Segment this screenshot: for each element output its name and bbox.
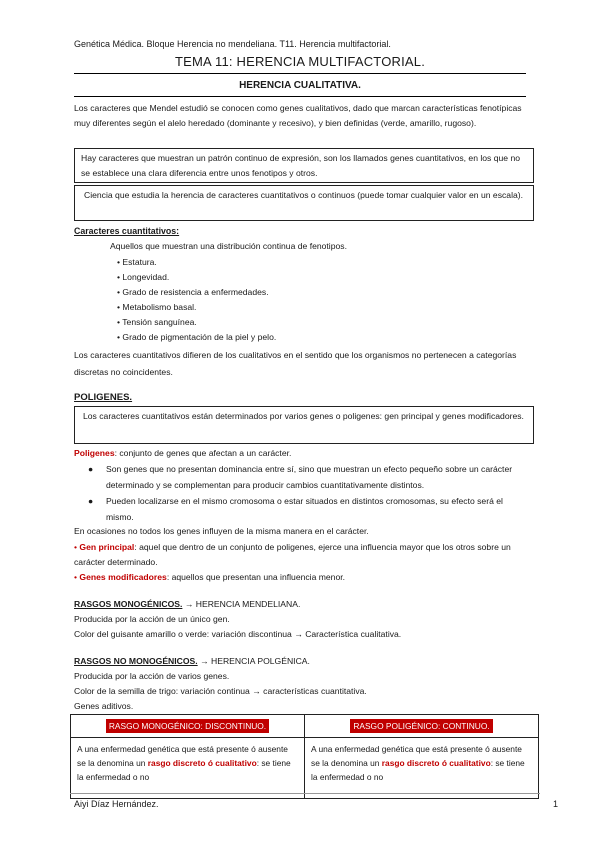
table-header-cell [71,715,305,738]
monogenic-header-tag: RASGO MONOGÉNICO: DISCONTINUO. [106,719,269,733]
bullet-dot-icon: • [74,572,80,582]
poligenes-term: Poligenes [74,448,115,458]
cell-text: A una enfermedad genética que está presente ó ausente se la denomina un [311,744,522,768]
genes-modificadores-definition [74,570,529,585]
poligenes-box: Los caracteres cuantitativos están determinados por varios genes o poligenes: gen principal y genes modificadores. [74,406,534,444]
list-item: • Grado de pigmentación de la piel y pelo. [117,330,276,345]
table-header-row [71,715,539,738]
monogenic-heading-line [74,597,529,612]
page-number: 1 [553,799,559,809]
monogenic-line-2: Color del guisante amarillo o verde: variación discontinua → Característica cualitativa. [74,629,402,639]
cell-text: A una enfermedad genética que está presente ó ausente se la denomina un [77,744,288,768]
quant-difference-paragraph: Los caracteres cuantitativos difieren de los cualitativos en el sentido que los organismos no pertenecen a categorías discretas no coincidentes. [74,350,517,377]
monogenic-heading-arrow: → HERENCIA MENDELIANA. [182,599,301,609]
list-item: • Tensión sanguínea. [117,315,276,330]
poligenes-definition [74,446,529,461]
non-monogenic-heading-arrow: → HERENCIA POLGÉNICA. [197,656,310,666]
monogenic-line-1: Producida por la acción de un único gen. [74,614,230,624]
science-definition-box: Ciencia que estudia la herencia de caracteres cuantitativos o continuos (puede tomar cualquier valor en un escala). [74,185,534,221]
cell-term: rasgo discreto ó cualitativo [147,758,257,768]
intro-paragraph: Los caracteres que Mendel estudió se conocen como genes cualitativos, dado que marcan características fenotípicas muy diferentes según el alelo heredado (dominante y recesivo), y bien definidas (verde, amarillo, rugoso). [74,103,522,128]
list-item: • Estatura. [117,255,276,270]
bullet-dot-icon: ● [88,496,94,506]
genes-modificadores-text: : aquellos que presentan una influencia menor. [166,572,346,582]
poligenes-heading: POLIGENES. [74,392,133,403]
poligenes-definition-text: : conjunto de genes que afectan a un carácter. [114,448,292,458]
non-monogenic-line-3: Genes aditivos. [74,701,134,711]
cell-text: : se tiene la enfermedad o no [77,758,291,782]
bullet-dot-icon: ● [88,464,94,474]
non-monogenic-line-2: Color de la semilla de trigo: variación continua → características cuantitativa. [74,686,367,696]
list-item: • Grado de resistencia a enfermedades. [117,285,276,300]
bullet-text: Son genes que no presentan dominancia entre sí, sino que muestran un efecto pequeño sobre un carácter determinado y se complementan para producir cambios cuantitativamente distintos. [106,464,513,490]
section-subtitle: HERENCIA CUALITATIVA. [239,80,361,91]
table-cell [71,738,305,799]
comparison-table [70,714,539,799]
page-title: TEMA 11: HERENCIA MULTIFACTORIAL. [174,54,426,69]
polygenic-header-tag: RASGO POLIGÉNICO: CONTINUO. [350,719,492,733]
genes-modificadores-term: Genes modificadores [79,572,167,582]
gen-principal-definition [74,540,529,570]
table-header-cell [305,715,539,738]
list-item: • Longevidad. [117,270,276,285]
bullet-text: Pueden localizarse en el mismo cromosoma o estar situados en distintos cromosomas, su efecto será el mismo. [106,496,503,522]
table-row [71,738,539,799]
list-item: • Metabolismo basal. [117,300,276,315]
gen-principal-text: : aquel que dentro de un conjunto de poligenes, ejerce una influencia mayor que los otros sobre un carácter determinado. [74,542,511,567]
title-rule [74,73,526,74]
non-monogenic-line-1: Producida por la acción de varios genes. [74,671,230,681]
non-monogenic-heading-line [74,654,529,669]
footer-author: Aiyi Díaz Hernández. [74,799,159,809]
gen-principal-term: Gen principal [79,542,135,552]
poligenes-bullets [82,461,532,525]
non-monogenic-heading: RASGOS NO MONOGÉNICOS. [74,656,198,666]
table-cell [305,738,539,799]
quant-description: Aquellos que muestran una distribución continua de fenotipos. [110,241,347,251]
list-item [82,461,532,493]
poligenes-note: En ocasiones no todos los genes influyen de la misma manera en el carácter. [74,526,369,536]
cell-text: : se tiene la enfermedad o no [311,758,525,782]
running-header: Genética Médica. Bloque Herencia no mendeliana. T11. Herencia multifactorial. [74,39,391,49]
cell-term: rasgo discreto ó cualitativo [381,758,491,768]
quant-list [117,255,276,345]
monogenic-heading: RASGOS MONOGÉNICOS. [74,599,183,609]
bullet-dot-icon: • [74,542,80,552]
list-item [82,493,532,525]
quant-heading: Caracteres cuantitativos: [74,226,180,236]
subtitle-rule [74,96,526,97]
footer-rule [70,793,540,794]
quantitative-genes-box: Hay caracteres que muestran un patrón continuo de expresión, son los llamados genes cuantitativos, en los que no se establece una clara diferencia entre unos fenotipos y otros. [74,148,534,183]
